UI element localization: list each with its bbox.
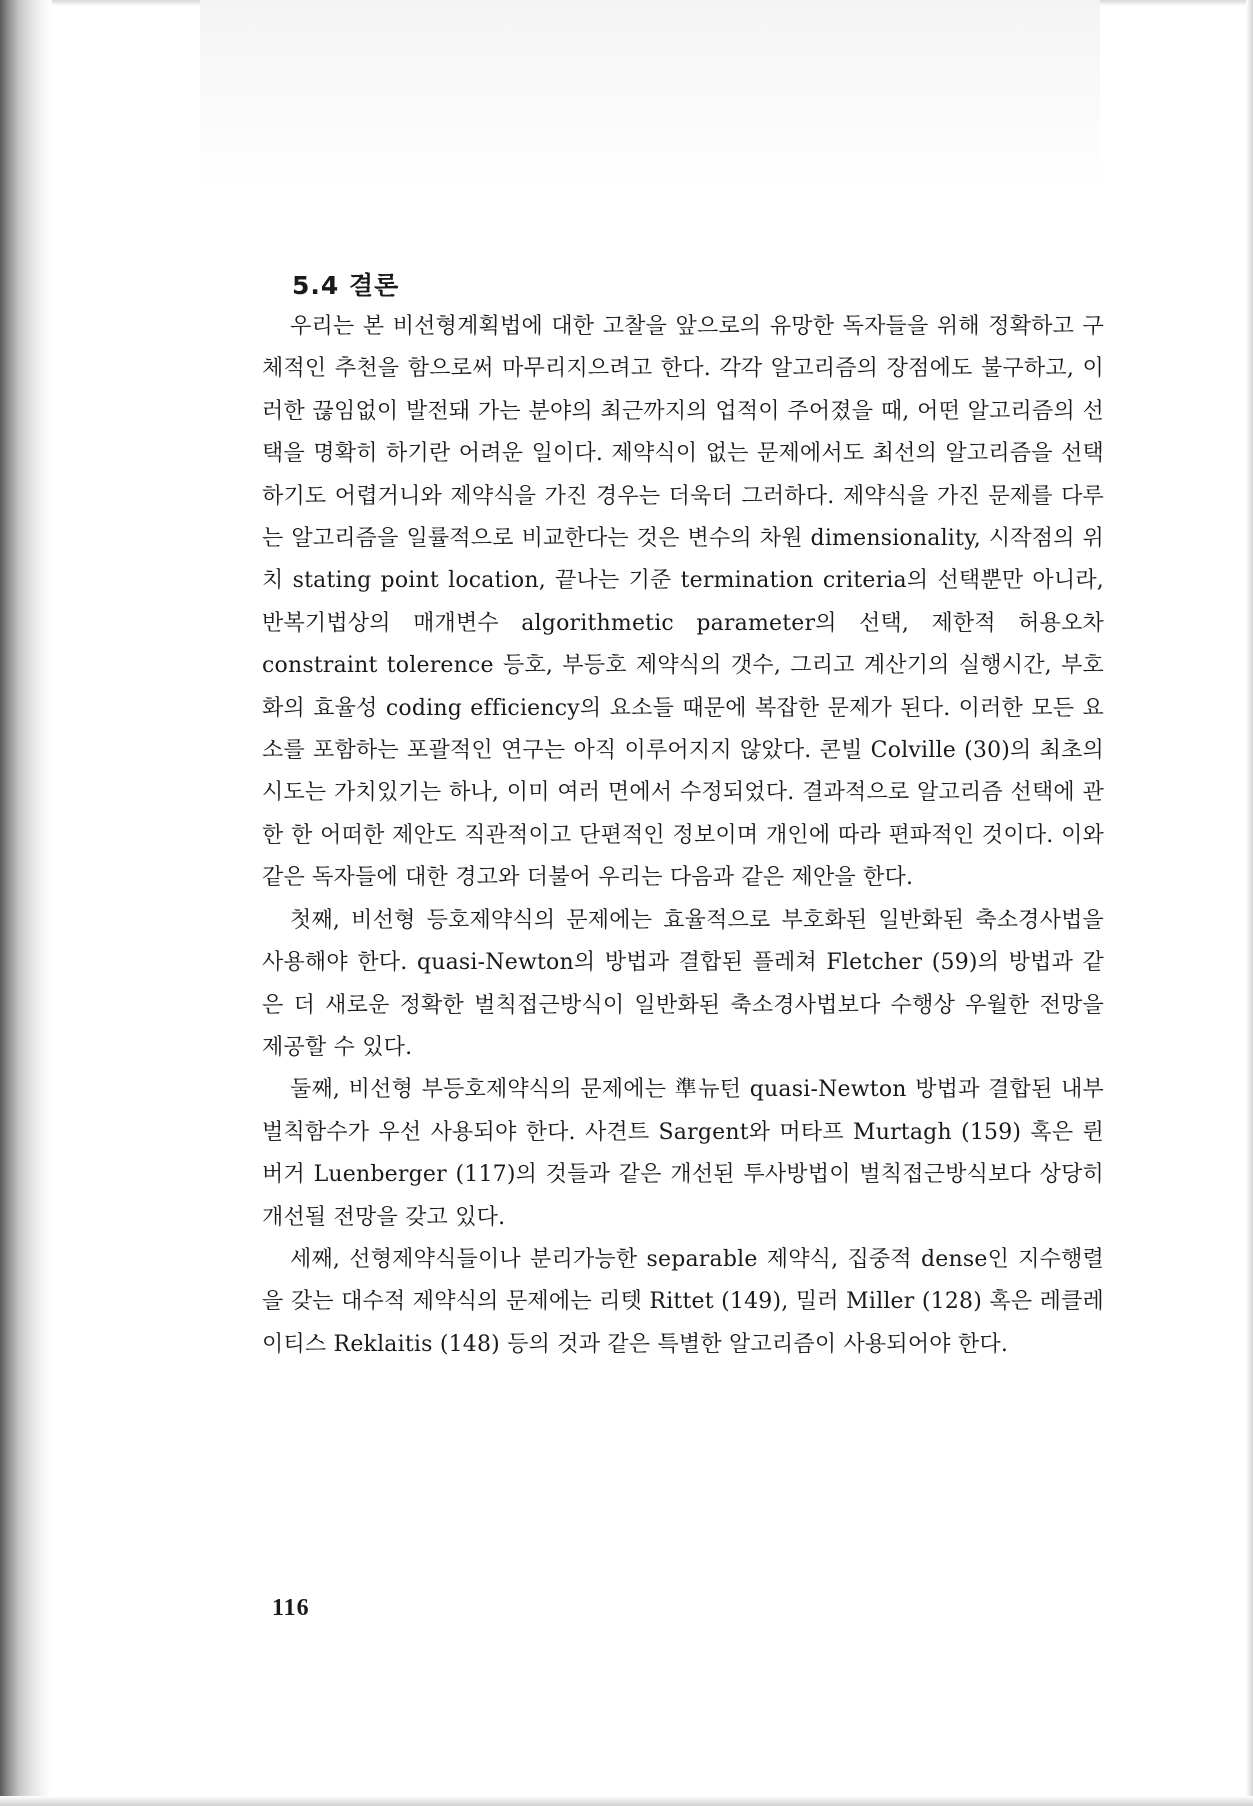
paragraph-second-recommendation: 둘째, 비선형 부등호제약식의 문제에는 準뉴턴 quasi-Newton 방법과 결합된 내부벌칙함수가 우선 사용되야 한다. 사견트 Sargent와 머타프 Murtagh (159) 혹은 륀버거 Luenberger (117)의 것들과 같은 개선된 투사방법이 벌칙접근방식보다 상당히 개선될 전망을 갖고 있다. (262, 1077, 1104, 1230)
page-top-tint (200, 0, 1100, 190)
page-body (262, 266, 1104, 1366)
section-heading: 5.4 결론 (292, 271, 400, 300)
book-spine-shadow (0, 0, 52, 1806)
paragraph-third-recommendation: 세째, 선형제약식들이나 분리가능한 separable 제약식, 집중적 dense인 지수행렬을 갖는 대수적 제약식의 문제에는 리텟 Rittet (149), 밀러 Miller (128) 혹은 레클레이티스 Reklaitis (148) 등의 것과 같은 특별한 알고리즘이 사용되어야 한다. (262, 1246, 1104, 1357)
page-edge-bottom (0, 1796, 1253, 1806)
page-edge-right (1246, 0, 1253, 1806)
paragraph-first-recommendation: 첫째, 비선형 등호제약식의 문제에는 효율적으로 부호화된 일반화된 축소경사법을 사용해야 한다. quasi-Newton의 방법과 결합된 플레쳐 Fletcher (59)의 방법과 같은 더 새로운 정확한 벌칙접근방식이 일반화된 축소경사법보다 수행상 우월한 전망을 제공할 수 있다. (262, 907, 1104, 1060)
paragraph-intro: 우리는 본 비선형계획법에 대한 고찰을 앞으로의 유망한 독자들을 위해 정확하고 구체적인 추천을 함으로써 마무리지으려고 한다. 각각 알고리즘의 장점에도 불구하고, 이러한 끊임없이 발전돼 가는 분야의 최근까지의 업적이 주어졌을 때, 어떤 알고리즘의 선택을 명확히 하기란 어려운 일이다. 제약식이 없는 문제에서도 최선의 알고리즘을 선택하기도 어렵거니와 제약식을 가진 경우는 더욱더 그러하다. 제약식을 가진 문제를 다루는 알고리즘을 일률적으로 비교한다는 것은 변수의 차원 dimensionality, 시작점의 위치 stating point location, 끝나는 기준 termination criteria의 선택뿐만 아니라, 반복기법상의 매개변수 algorithmetic parameter의 선택, 제한적 허용오차 constraint tolerence 등호, 부등호 제약식의 갯수, 그리고 계산기의 실행시간, 부호화의 효율성 coding efficiency의 요소들 때문에 복잡한 문제가 된다. 이러한 모든 요소를 포함하는 포괄적인 연구는 아직 이루어지지 않았다. 콘빌 Colville (30)의 최초의 시도는 가치있기는 하나, 이미 여러 면에서 수정되었다. 결과적으로 알고리즘 선택에 관한 한 어떠한 제안도 직관적이고 단편적인 정보이며 개인에 따라 편파적인 것이다. 이와 같은 독자들에 대한 경고와 더불어 우리는 다음과 같은 제안을 한다. (262, 314, 1104, 891)
page-number: 116 (272, 1595, 310, 1621)
